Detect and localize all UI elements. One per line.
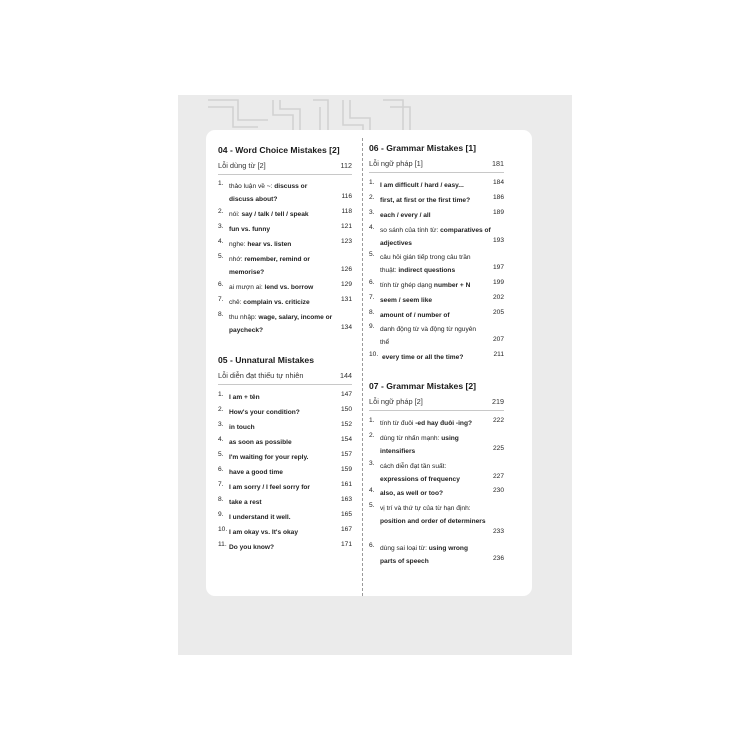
item-page: 134 bbox=[340, 324, 352, 331]
item-page: 159 bbox=[340, 466, 352, 473]
section-page: 181 bbox=[492, 159, 504, 168]
item-page: 147 bbox=[340, 391, 352, 398]
item-page: 150 bbox=[340, 406, 352, 413]
item-page: 233 bbox=[492, 528, 504, 535]
column-divider bbox=[362, 138, 363, 596]
item-page: 227 bbox=[492, 473, 504, 480]
item-page: 161 bbox=[340, 481, 352, 488]
section-subtitle: Lỗi ngữ pháp [2] bbox=[369, 397, 423, 406]
section-subtitle: Lỗi diễn đạt thiếu tự nhiên bbox=[218, 371, 304, 380]
item-page: 236 bbox=[492, 555, 504, 562]
section-page: 219 bbox=[492, 397, 504, 406]
item-page: 123 bbox=[340, 238, 352, 245]
section-title: 05 - Unnatural Mistakes bbox=[218, 355, 314, 365]
item-page: 126 bbox=[340, 266, 352, 273]
item-page: 121 bbox=[340, 223, 352, 230]
item-page: 171 bbox=[340, 541, 352, 548]
item-page: 154 bbox=[340, 436, 352, 443]
section-rule bbox=[218, 384, 352, 385]
item-page: 131 bbox=[340, 296, 352, 303]
item-page: 197 bbox=[492, 264, 504, 271]
item-page: 202 bbox=[492, 294, 504, 301]
item-page: 189 bbox=[492, 209, 504, 216]
item-page: 186 bbox=[492, 194, 504, 201]
section-page: 144 bbox=[340, 371, 352, 380]
item-page: 207 bbox=[492, 336, 504, 343]
item-page: 157 bbox=[340, 451, 352, 458]
item-page: 211 bbox=[493, 351, 504, 358]
section-rule bbox=[369, 172, 504, 173]
item-page: 118 bbox=[341, 208, 352, 215]
section-title: 04 - Word Choice Mistakes [2] bbox=[218, 145, 340, 155]
item-page: 152 bbox=[340, 421, 352, 428]
item-page: 205 bbox=[492, 309, 504, 316]
item-page: 199 bbox=[492, 279, 504, 286]
section-rule bbox=[369, 410, 504, 411]
item-page: 165 bbox=[340, 511, 352, 518]
section-rule bbox=[218, 174, 352, 175]
section-page: 112 bbox=[340, 161, 352, 170]
section-subtitle: Lỗi ngữ pháp [1] bbox=[369, 159, 423, 168]
section-title: 06 - Grammar Mistakes [1] bbox=[369, 143, 476, 153]
item-page: 193 bbox=[492, 237, 504, 244]
item-page: 230 bbox=[492, 487, 504, 494]
item-page: 129 bbox=[340, 281, 352, 288]
item-page: 222 bbox=[492, 417, 504, 424]
item-page: 184 bbox=[492, 179, 504, 186]
section-subtitle: Lỗi dùng từ [2] bbox=[218, 161, 266, 170]
item-page: 116 bbox=[341, 193, 352, 200]
item-page: 225 bbox=[492, 445, 504, 452]
section-title: 07 - Grammar Mistakes [2] bbox=[369, 381, 476, 391]
item-page: 163 bbox=[340, 496, 352, 503]
item-page: 167 bbox=[340, 526, 352, 533]
